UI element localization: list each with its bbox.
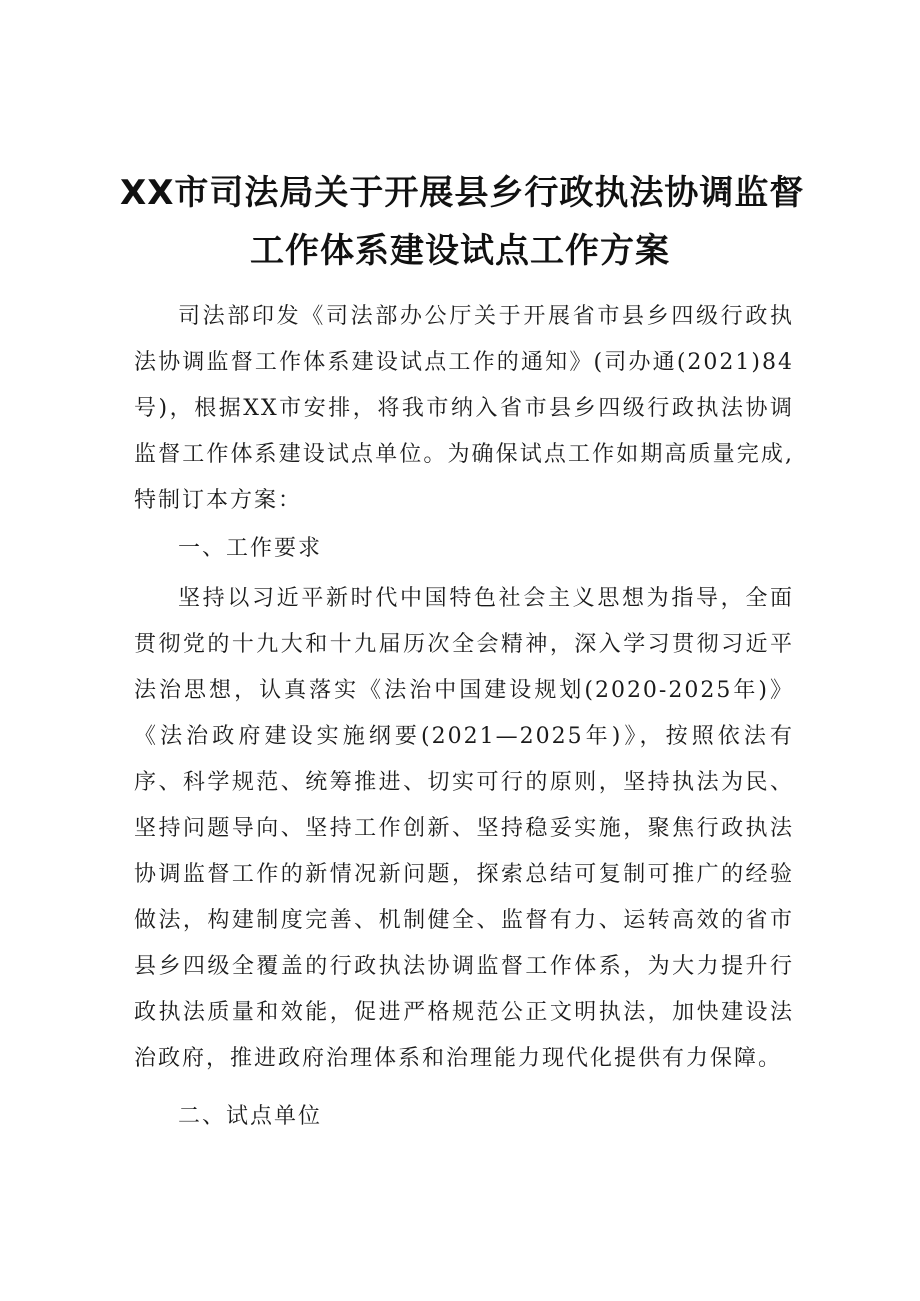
document-title-line-1: XX市司法局关于开展县乡行政执法协调监督	[120, 173, 805, 213]
work-requirements-paragraph: 坚持以习近平新时代中国特色社会主义思想为指导，全面贯彻党的十九大和十九届历次全会精神，深入学习贯彻习近平法治思想，认真落实《法治中国建设规划(2020-2025年)》《法治政府建设实施纲要(2021—2025年)》，按照依法有序、科学规范、统筹推进、切实可行的原则，坚持执法为民、坚持问题导向、坚持工作创新、坚持稳妥实施，聚焦行政执法协调监督工作的新情况新问题，探索总结可复制可推广的经验做法，构建制度完善、机制健全、监督有力、运转高效的省市县乡四级全覆盖的行政执法协调监督工作体系，为大力提升行政执法质量和效能，促进严格规范公正文明执法，加快建设法治政府，推进政府治理体系和治理能力现代化提供有力保障。	[134, 586, 794, 1071]
intro-paragraph: 司法部印发《司法部办公厅关于开展省市县乡四级行政执法协调监督工作体系建设试点工作的通知》(司办通(2021)84号)，根据XX市安排，将我市纳入省市县乡四级行政执法协调监督工作体系建设试点单位。为确保试点工作如期高质量完成,特制订本方案：	[134, 304, 794, 513]
section-heading-pilot-units: 二、试点单位	[178, 1104, 323, 1129]
section-heading-work-requirements: 一、工作要求	[178, 536, 323, 561]
document-title-line-2: 工作体系建设试点工作方案	[250, 231, 670, 271]
